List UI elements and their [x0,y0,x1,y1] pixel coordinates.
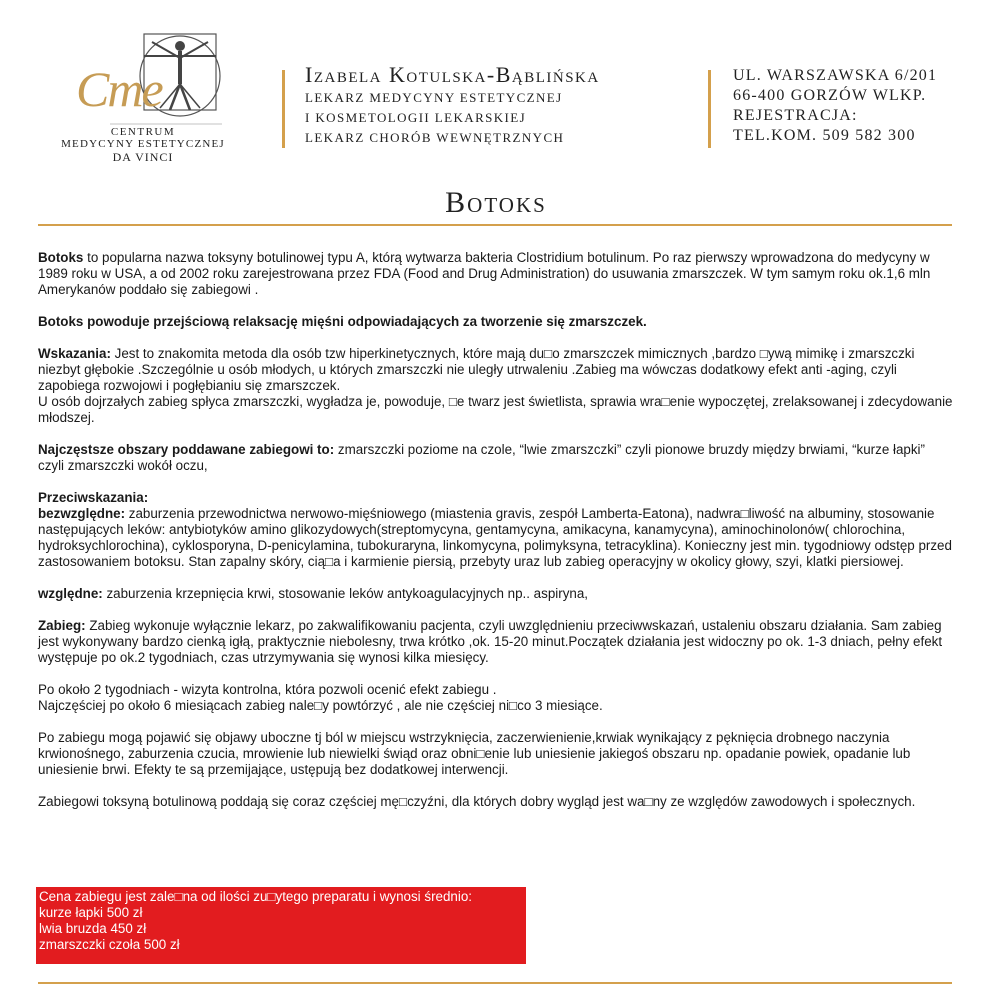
price-item: lwia bruzda 450 zł [39,921,147,936]
price-box [36,887,526,964]
obszary-text: zmarszczki poziome na czole, “lwie zmarszczki” czyli pionowe bruzdy między brwiami, “kurze łapki” czyli zmarszczki wokół oczu, [38,442,925,473]
address-phone[interactable]: TEL.KOM. 509 582 300 [733,127,916,144]
przeciwwskazania-label: Przeciwskazania: [38,490,149,505]
bezwzgledne-text: zaburzenia przewodnictwa nerwowo-mięśniowego (miastenia gravis, zespół Lamberta-Eatona), nadwra□liwość na albuminy, stosowanie następujących leków: antybiotyków amino glikozydowych(streptomycyna, gentamycyna, amikacyna, kanamycyna), aminochinolonów( chlorochina, hydroksychlorochina), cyklosporyna, D-penicylamina, tubokuraryna, linkomycyna, polimyksyna, tetracyklina). Konieczny jest min. tygodniowy odstęp przed zastosowaniem botoksu. Stan zapalny skóry, cią□a i karmienie piersią, przebyty uraz lub zabieg operacyjny w okolicy głowy, szyi, klatki piersiowej. [38,506,952,569]
header-divider-right [708,70,711,148]
price-item: zmarszczki czoła 500 zł [39,937,180,952]
wzgledne-label: względne: [38,586,103,601]
obszary-paragraph [38,442,954,474]
intro-paragraph [38,250,954,298]
logo-line-centrum: CENTRUM [110,126,176,138]
wzgledne-paragraph [38,586,954,602]
clinic-address [733,66,937,146]
relax-text: Botoks powoduje przejściową relaksację mięśni odpowiadających za tworzenie się zmarszczek. [38,314,647,329]
intro-text: to popularna nazwa toksyny botulinowej typu A, którą wytwarza bakteria Clostridium botulinum. Po raz pierwszy wprowadzona do medycyny w 1989 roku w USA, a od 2002 roku zarejestrowana przez FDA (Food and Drug Administration) do usuwania zmarszczek. W tym samym roku ok.1,6 mln Amerykanów poddało się zabiegowi . [38,250,931,297]
zabieg-label: Zabieg: [38,618,86,633]
wzgledne-text: zaburzenia krzepnięcia krwi, stosowanie leków antykoagulacyjnych np.. aspiryna, [102,586,589,601]
footer-divider [38,982,952,984]
address-street: UL. WARSZAWSKA 6/201 [733,67,938,84]
logo-line-medycyny: MEDYCYNY ESTETYCZNEJ [61,138,225,150]
zabieg-text: Zabieg wykonuje wyłącznie lekarz, po zakwalifikowaniu pacjenta, czyli uwzględnieniu przeciwwskazań, ustaleniu obszaru działania. Sam zabieg jest wykonywany bardzo cienką igłą, praktycznie niebolesny, trwa krótko ,ok. 15-20 minut.Początek działania jest widoczny po ok. 1-3 dniach, pełny efekt występuje po ok.2 tygodniach, czas utrzymywania się wynosi kilka miesięcy. [38,618,943,665]
popularnosc-paragraph: Zabiegowi toksyną botulinową poddają się coraz częściej mę□czyźni, dla których dobry wygląd jest wa□ny ze względów zawodowych i społecznych. [38,794,916,809]
title-divider [38,224,952,226]
header-divider-left [282,70,285,148]
intro-term: Botoks [38,250,84,265]
doctor-name: Izabela Kotulska-Bąblińska [305,62,600,87]
doctor-specialty-3: LEKARZ CHORÓB WEWNĘTRZNYCH [305,130,565,145]
article-body [38,250,954,826]
wskazania-label: Wskazania: [38,346,111,361]
price-item: kurze łapki 500 zł [39,905,143,920]
zabieg-paragraph [38,618,954,666]
bezwzgledne-label: bezwzględne: [38,506,126,521]
page-title: Botoks [445,186,547,219]
wskazania-text-2: U osób dojrzałych zabieg spłyca zmarszczki, wygładza je, powoduje, □e twarz jest świetlista, sprawia wra□enie wypoczętej, zrelaksowanej i zdecydowanie młodszej. [38,394,953,425]
doctor-info [305,62,600,148]
wskazania-text: Jest to znakomita metoda dla osób tzw hiperkinetycznych, które mają du□o zmarszczek mimicznych ,bardzo □ywą mimikę i zmarszczki niezbyt głębokie .Szczególnie u osób młodych, u których zmarszczki nie uległy utrwaleniu .Zabieg ma wówczas dodatkowy efekt anti -aging, czyli zapobiega rozwojowi i pogłębianiu się zmarszczek. [38,346,915,393]
logo-cme-text: Cme [76,61,162,117]
relax-paragraph [38,314,954,330]
doctor-specialty-2: I KOSMETOLOGII LEKARSKIEJ [305,110,527,125]
przeciwwskazania-paragraph [38,490,954,570]
kontrola-text-1: Po około 2 tygodniach - wizyta kontrolna, która pozwoli ocenić efekt zabiegu . [38,682,497,697]
clinic-logo [48,14,238,164]
address-registration: REJESTRACJA: [733,107,858,124]
kontrola-text-2: Najczęściej po około 6 miesiącach zabieg nale□y powtórzyć , ale nie częściej ni□co 3 miesiące. [38,698,603,713]
address-city: 66-400 GORZÓW WLKP. [733,87,927,104]
doctor-specialty-1: LEKARZ MEDYCYNY ESTETYCZNEJ [305,90,563,105]
kontrola-paragraph [38,682,954,714]
price-heading: Cena zabiegu jest zale□na od ilości zu□ytego preparatu i wynosi średnio: [39,889,473,904]
wskazania-paragraph [38,346,954,426]
logo-line-davinci: DA VINCI [112,150,174,164]
objawy-paragraph: Po zabiegu mogą pojawić się objawy uboczne tj ból w miejscu wstrzyknięcia, zaczerwienienie,krwiak wynikający z pęknięcia drobnego naczynia krwionośnego, zaburzenia czucia, mrowienie lub niewielki świąd oraz obni□enie lub uniesienie jakiegoś obszaru np. opadanie powiek, opadanie lub uniesienie brwi. Efekty te są przemijające, ustępują bez dodatkowej interwencji. [38,730,911,777]
obszary-label: Najczęstsze obszary poddawane zabiegowi to: [38,442,335,457]
